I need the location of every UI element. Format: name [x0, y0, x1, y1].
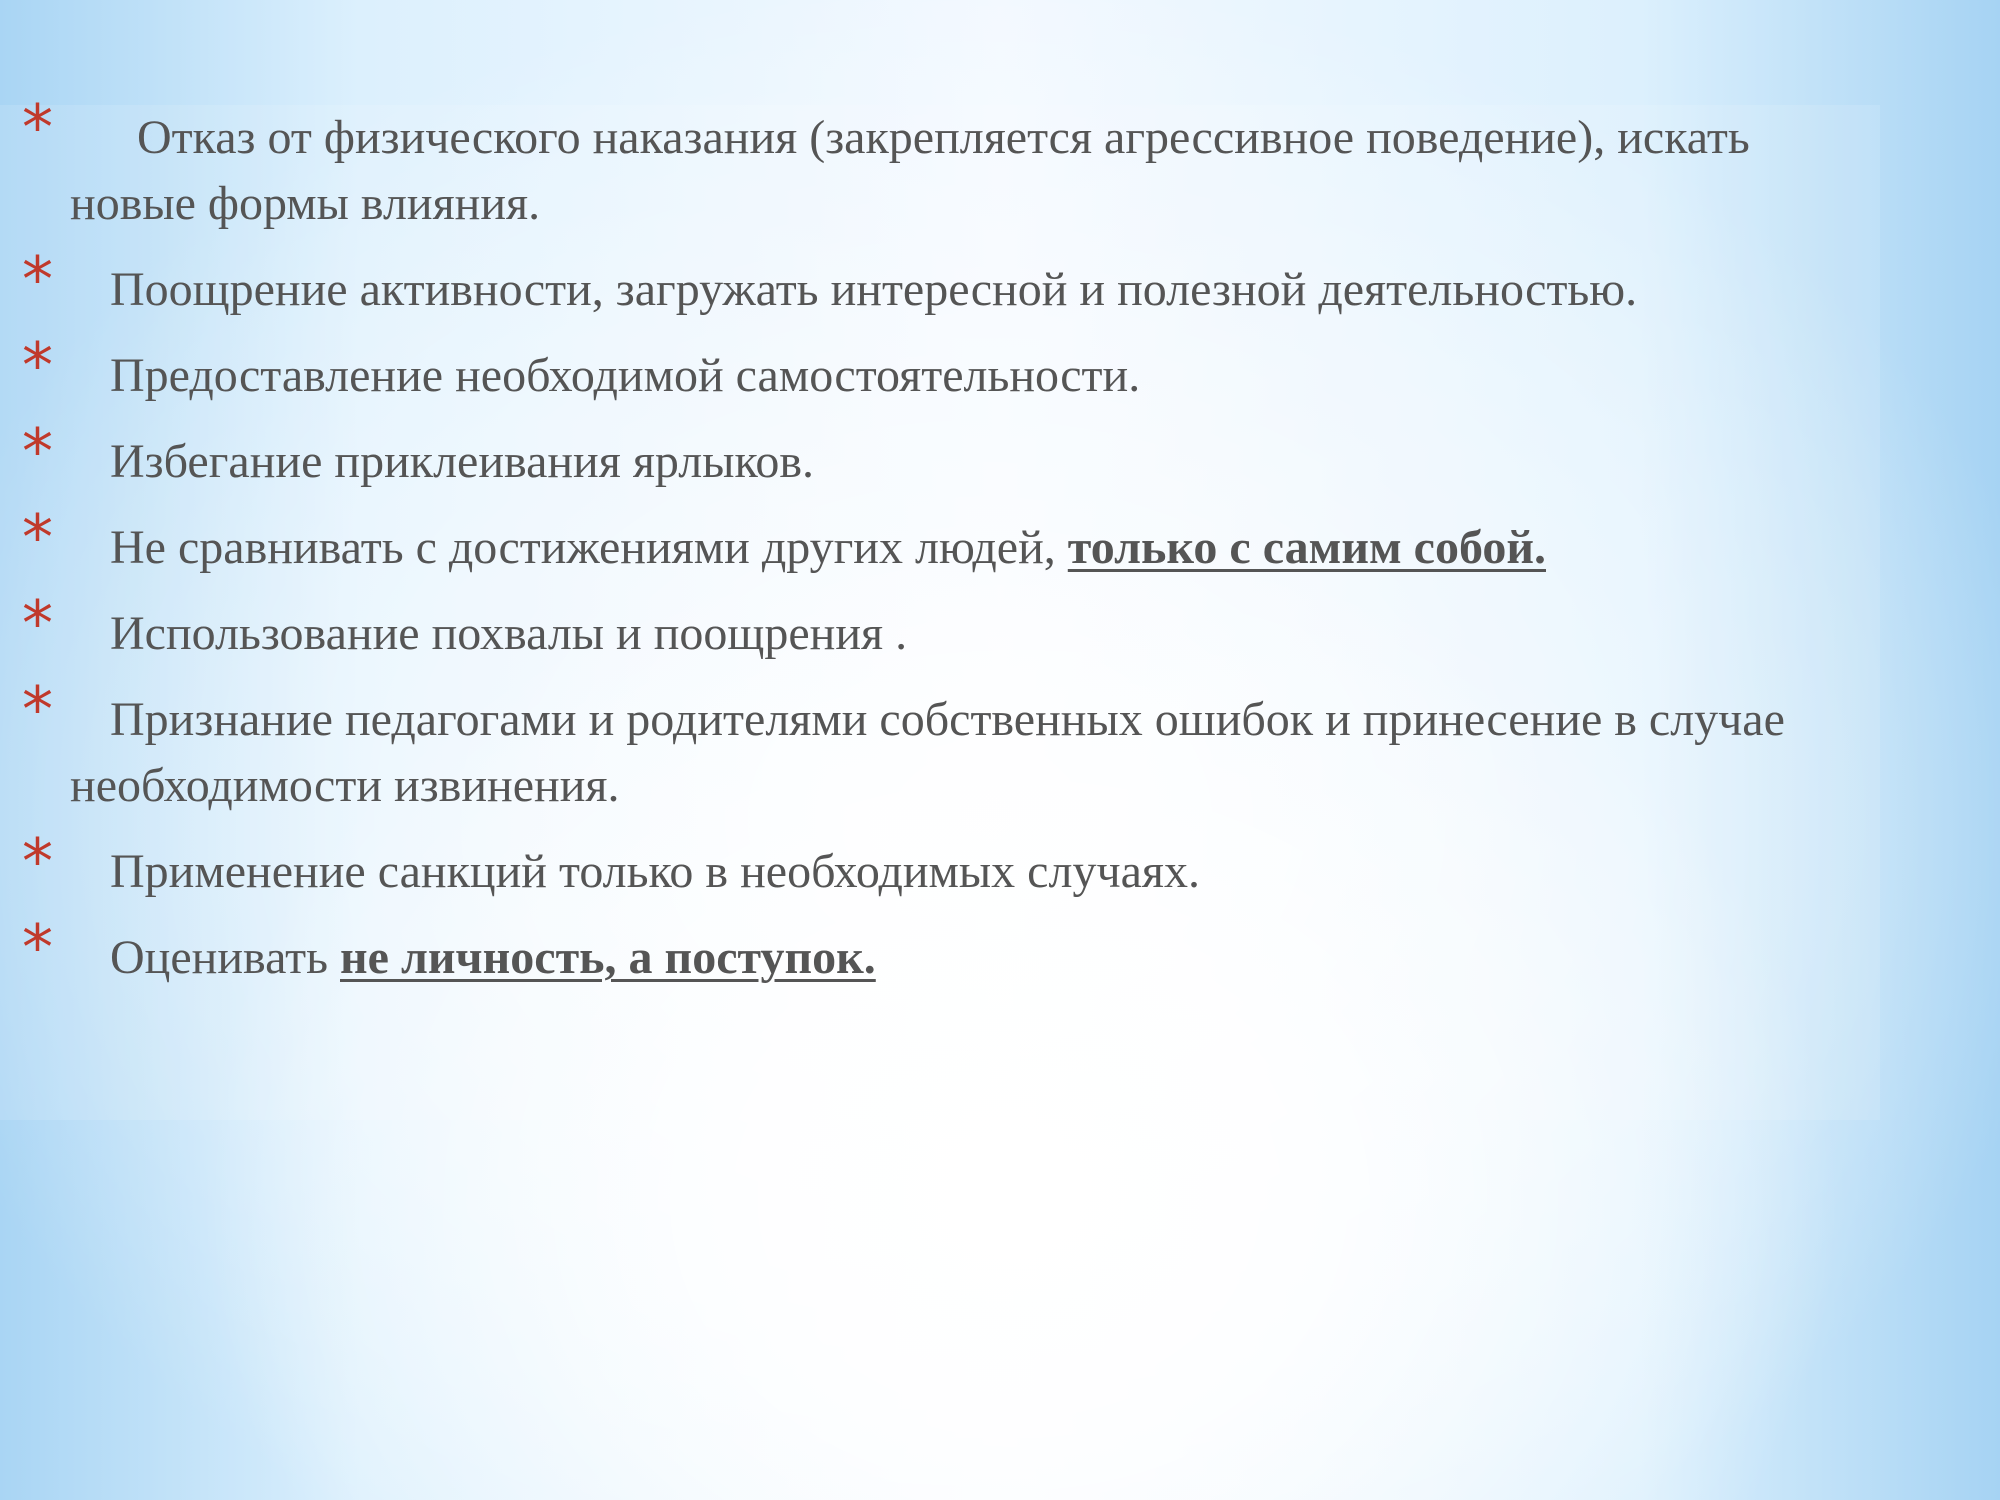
- bullet-text: Предоставление необходимой самостоятельности.: [110, 349, 1141, 402]
- list-item: [0, 243, 1880, 323]
- bullet-text: Использование похвалы и поощрения .: [110, 607, 908, 660]
- asterisk-icon: *: [22, 911, 53, 984]
- bullet-text: Избегание приклеивания ярлыков.: [110, 435, 815, 488]
- asterisk-icon: *: [22, 825, 53, 898]
- emphasized-text: только с самим собой.: [1067, 521, 1546, 574]
- list-item: [0, 587, 1880, 667]
- bullet-text: Признание педагогами и родителями собственных ошибок и принесение в случае необходимости извинения.: [70, 693, 1785, 812]
- asterisk-icon: *: [22, 329, 53, 402]
- asterisk-icon: *: [22, 415, 53, 488]
- asterisk-icon: *: [22, 243, 53, 316]
- bullet-text: Отказ от физического наказания (закрепляется агрессивное поведение), искать новые формы влияния.: [70, 111, 1750, 230]
- list-item: [0, 91, 1880, 237]
- bullet-text: Поощрение активности, загружать интересной и полезной деятельностью.: [110, 263, 1638, 316]
- list-item: [0, 825, 1880, 905]
- list-item: [0, 329, 1880, 409]
- slide-content: [0, 91, 1880, 1120]
- bullet-list: [0, 91, 1880, 991]
- asterisk-icon: *: [22, 91, 53, 164]
- list-item: [0, 501, 1880, 581]
- asterisk-icon: *: [22, 673, 53, 746]
- list-item: [0, 415, 1880, 495]
- list-item: [0, 911, 1880, 991]
- bullet-text: Не сравнивать с достижениями других людей,: [110, 521, 1068, 574]
- bullet-text: Применение санкций только в необходимых случаях.: [110, 845, 1200, 898]
- emphasized-text: не личность, а поступок.: [340, 931, 876, 984]
- asterisk-icon: *: [22, 587, 53, 660]
- bullet-text: Оценивать: [110, 931, 340, 984]
- asterisk-icon: *: [22, 501, 53, 574]
- list-item: [0, 673, 1880, 819]
